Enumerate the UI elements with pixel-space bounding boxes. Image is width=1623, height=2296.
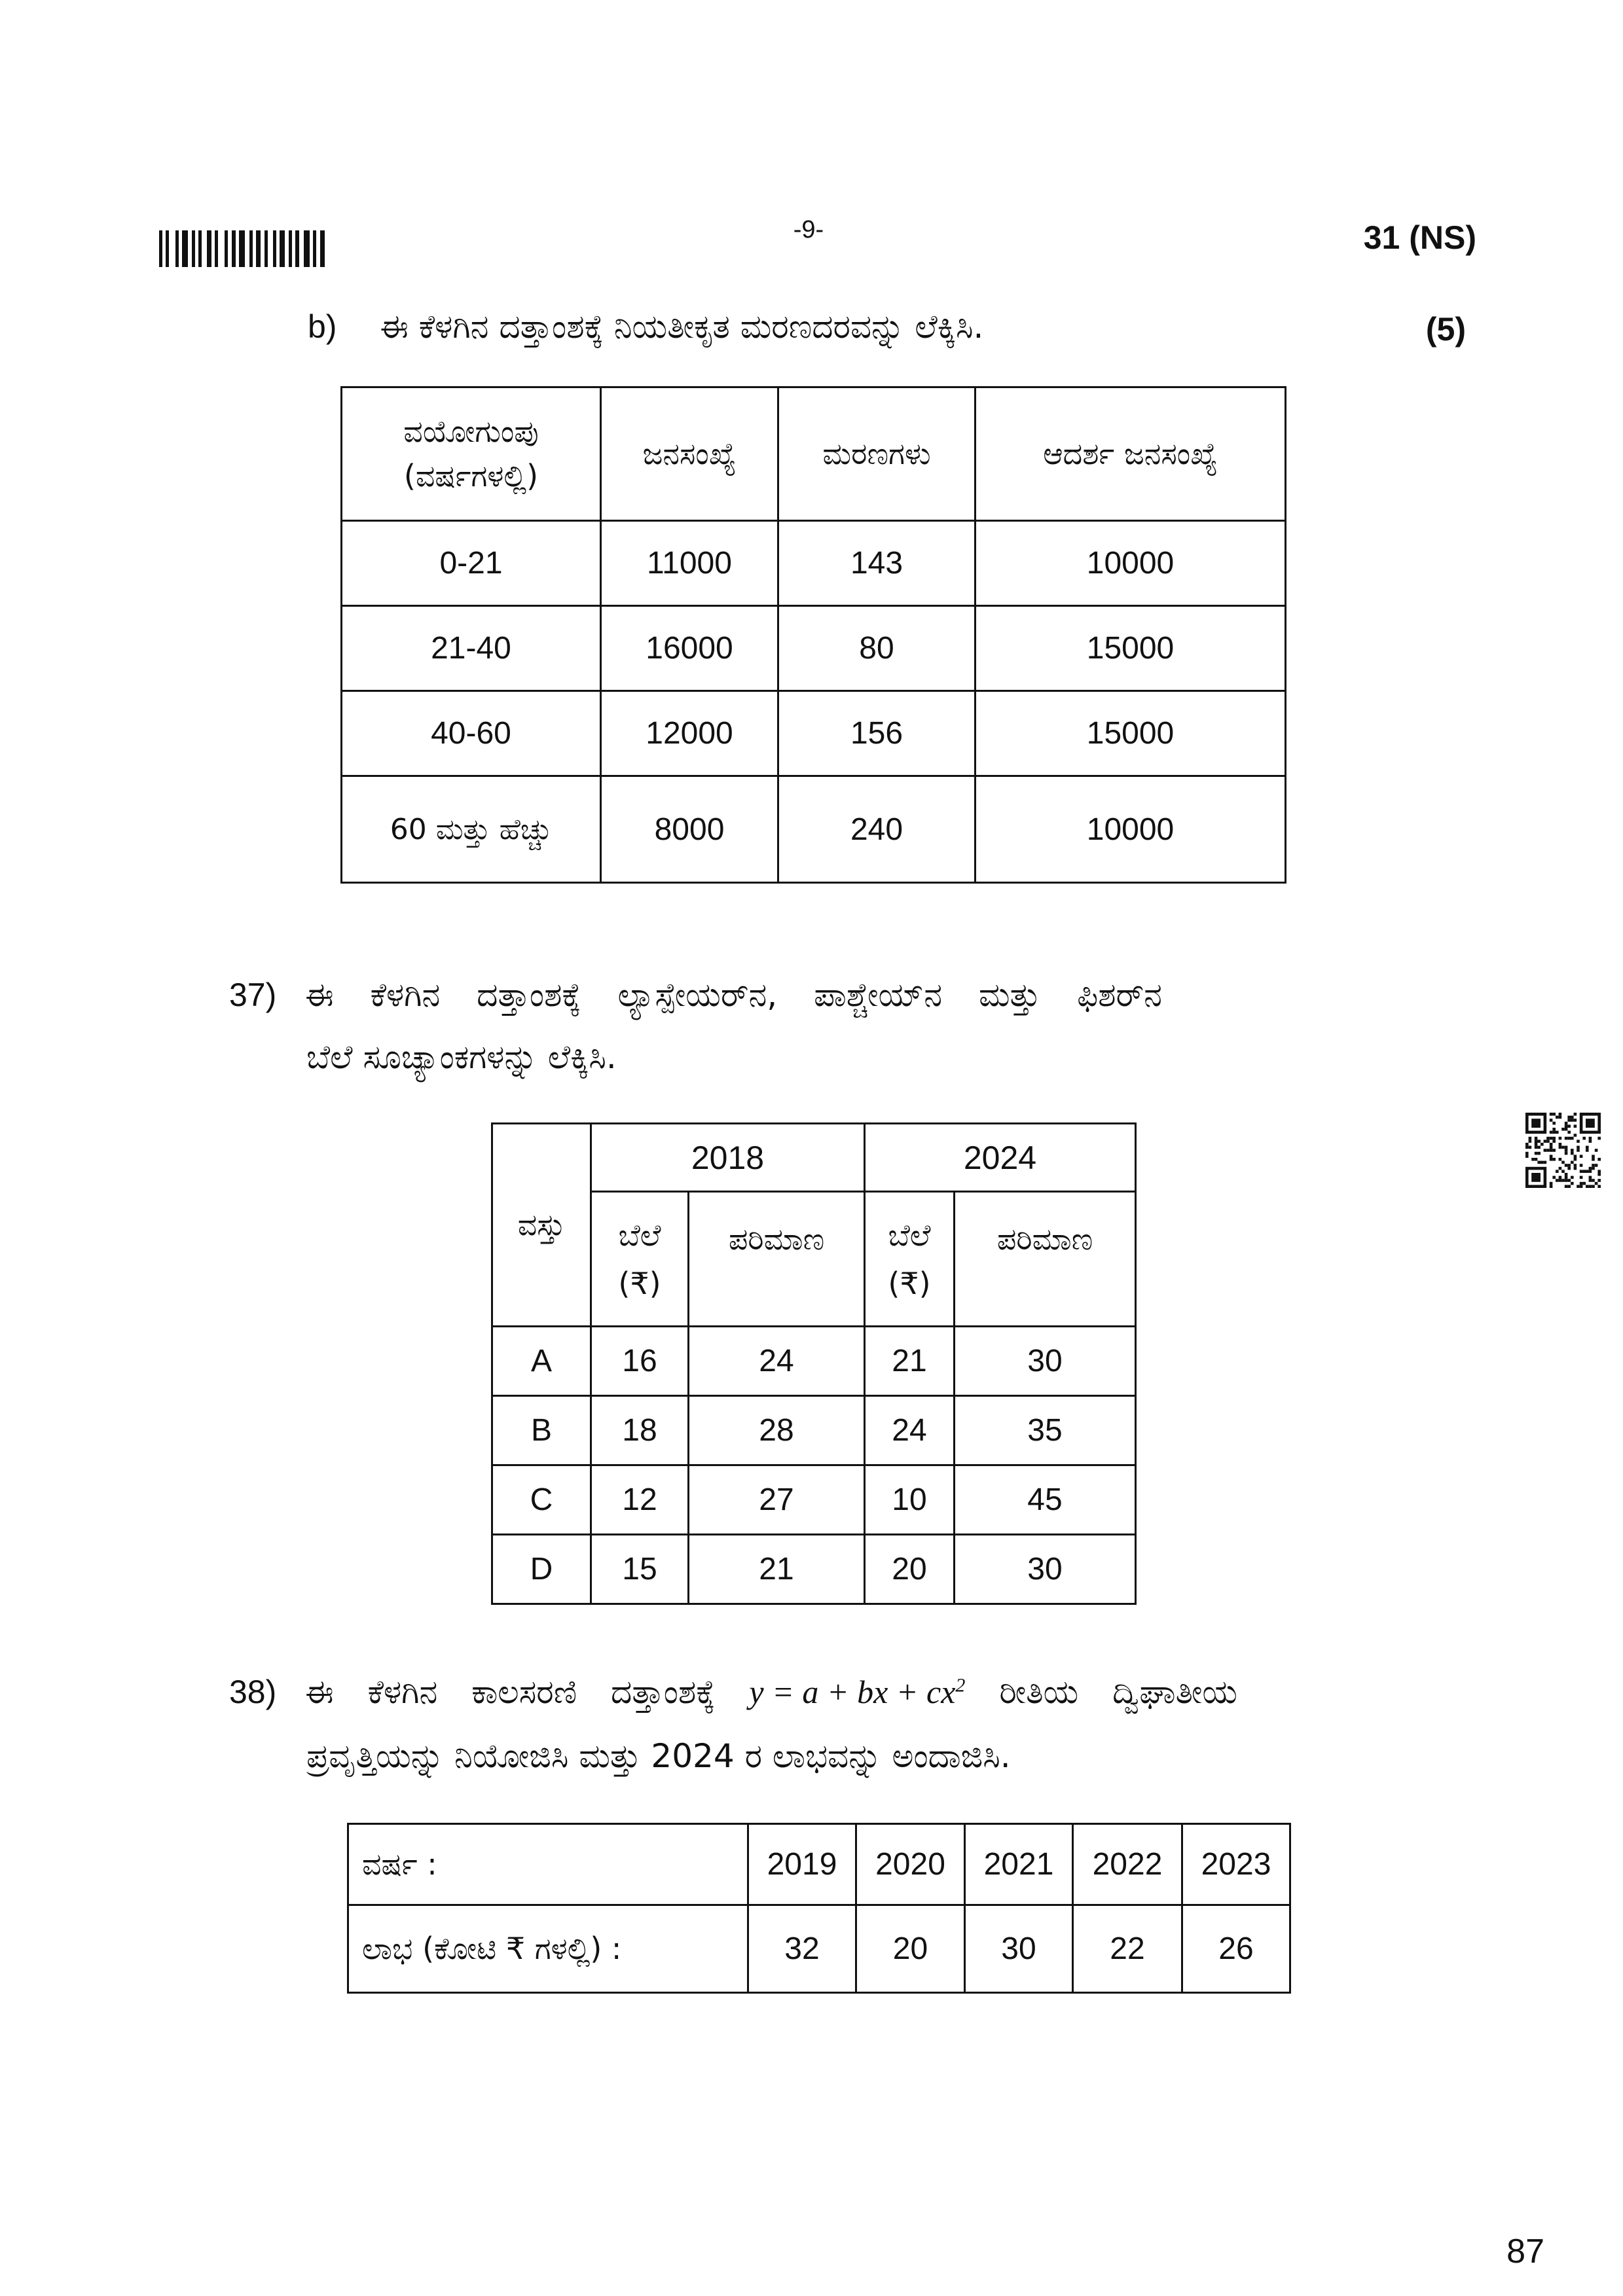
question-38-line2: ಪ್ರವೃತ್ತಿಯನ್ನು ನಿಯೋಜಿಸಿ ಮತ್ತು 2024 ರ ಲಾಭವನ್ನು ಅಂದಾಜಿಸಿ.: [306, 1737, 1011, 1775]
deaths-header: ಮರಣಗಳು: [778, 387, 976, 521]
item-header: ವಸ್ತು: [492, 1124, 591, 1327]
table-row: C 12 27 10 45: [492, 1465, 1136, 1535]
question-b-text: ಈ ಕೆಳಗಿನ ದತ್ತಾಂಶಕ್ಕೆ ನಿಯತೀಕೃತ ಮರಣದರವನ್ನು ಲೆಕ್ಕಿಸಿ.: [380, 308, 984, 346]
question-37-number: 37): [229, 977, 277, 1013]
profit-table: [347, 1823, 1291, 1994]
question-37-line2: ಬೆಲೆ ಸೂಚ್ಯಾಂಕಗಳನ್ನು ಲೆಕ್ಕಿಸಿ.: [306, 1038, 617, 1076]
question-b: [308, 308, 984, 346]
question-37-line1: 37) ಈ ಕೆಳಗಿನ ದತ್ತಾಂಶಕ್ಕೆ ಲ್ಯಾಸ್ಪೇಯರ್‌ನ, ಪಾಶ್ಚೇಯ್‌ನ ಮತ್ತು ಫಿಶರ್‌ನ: [229, 976, 1162, 1014]
price-2018-header: ಬೆಲೆ (₹): [591, 1192, 689, 1327]
year-2018-header: 2018: [591, 1124, 865, 1192]
table-row: A 16 24 21 30: [492, 1327, 1136, 1396]
table-row: B 18 28 24 35: [492, 1396, 1136, 1465]
age-group-header: ವಯೋಗುಂಪು (ವರ್ಷಗಳಲ್ಲಿ): [342, 387, 601, 521]
page-marker: -9-: [793, 216, 824, 243]
population-header: ಜನಸಂಖ್ಯೆ: [601, 387, 778, 521]
profit-label: ಲಾಭ (ಕೋಟಿ ₹ ಗಳಲ್ಲಿ) :: [348, 1905, 748, 1993]
table-row: ಲಾಭ (ಕೋಟಿ ₹ ಗಳಲ್ಲಿ) : 32 20 30 22 26: [348, 1905, 1290, 1993]
table-row: 0-21 11000 143 10000: [342, 521, 1286, 606]
table-row: 40-60 12000 156 15000: [342, 691, 1286, 776]
paper-code: 31 (NS): [1363, 219, 1476, 256]
price-2024-header: ಬೆಲೆ (₹): [865, 1192, 955, 1327]
standard-population-header: ಆದರ್ಶ ಜನಸಂಖ್ಯೆ: [976, 387, 1286, 521]
qr-code-icon: [1525, 1113, 1601, 1188]
quantity-2024-header: ಪರಿಮಾಣ: [955, 1192, 1136, 1327]
question-38-number: 38): [229, 1674, 277, 1710]
barcode: [159, 230, 375, 267]
year-2024-header: 2024: [865, 1124, 1136, 1192]
question-b-marks: (5): [1425, 311, 1466, 348]
table-row: D 15 21 20 30: [492, 1535, 1136, 1604]
table-row: ವರ್ಷ : 2019 2020 2021 2022 2023: [348, 1824, 1290, 1905]
quantity-2018-header: ಪರಿಮಾಣ: [689, 1192, 865, 1327]
trend-formula: y = a + bx + $cx^2$: [749, 1674, 966, 1710]
price-index-table: [491, 1122, 1137, 1605]
question-b-label: b): [308, 308, 337, 345]
table-row: 60 ಮತ್ತು ಹೆಚ್ಚು 8000 240 10000: [342, 776, 1286, 883]
table-row: 21-40 16000 80 15000: [342, 606, 1286, 691]
mortality-table: [340, 386, 1286, 884]
year-label: ವರ್ಷ :: [348, 1824, 748, 1905]
page-number: 87: [1506, 2233, 1544, 2270]
question-38-line1: 38) ಈ ಕೆಳಗಿನ ಕಾಲಸರಣಿ ದತ್ತಾಂಶಕ್ಕೆ y = a + bx + $cx^2$ ರೀತಿಯ ದ್ವಿಘಾತೀಯ: [229, 1673, 1237, 1711]
